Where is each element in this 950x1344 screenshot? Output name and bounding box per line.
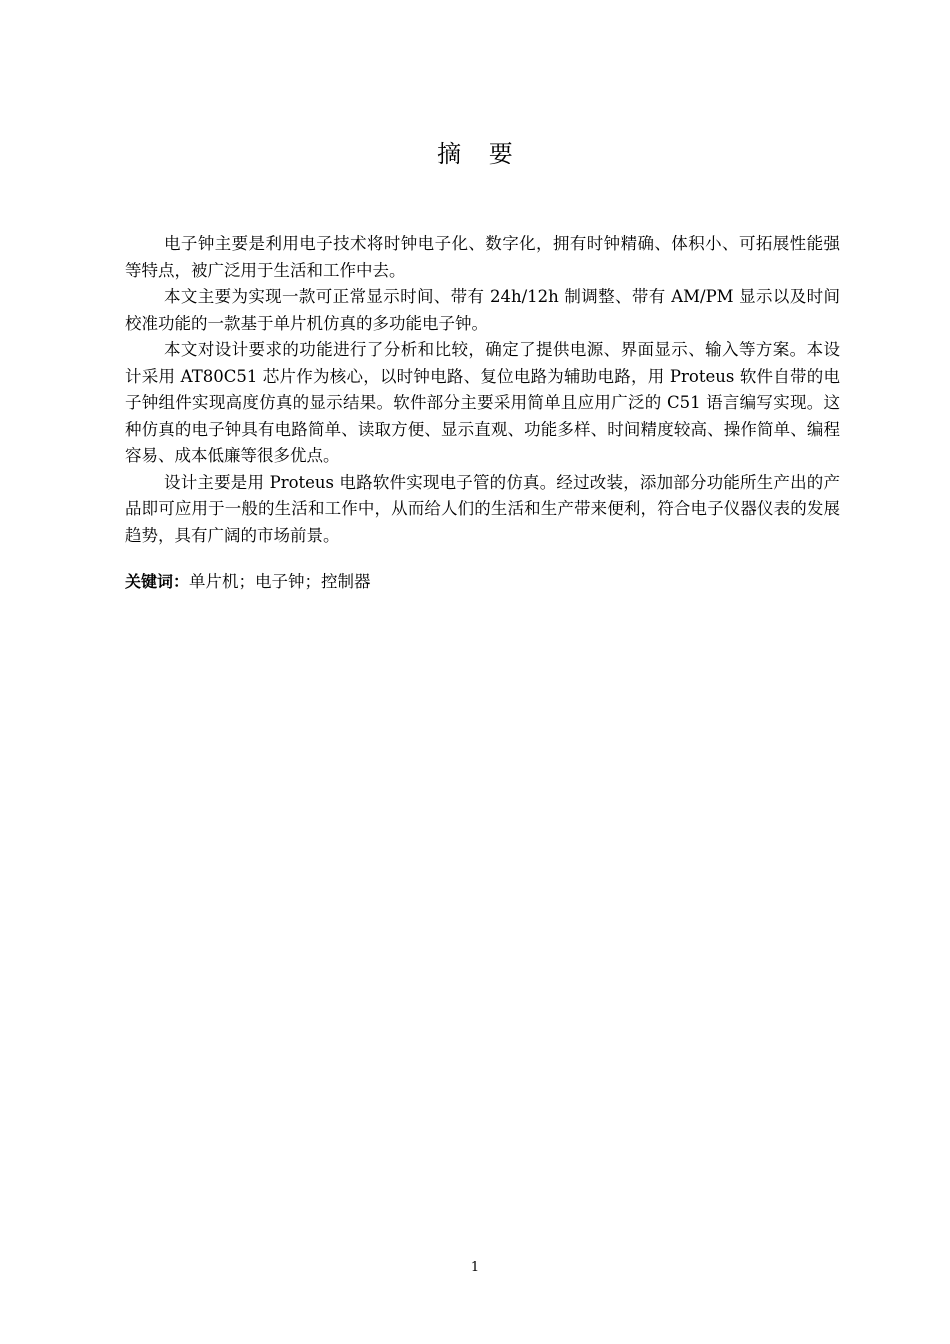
- abstract-title: 摘 要: [437, 140, 523, 168]
- abstract-paragraph-4: 设计主要是用 Proteus 电路软件实现电子管的仿真。经过改装，添加部分功能所生产出的产品即可应用于一般的生活和工作中，从而给人们的生活和生产带来便利，符合电子仪器仪表的发展趋势，具有广阔的市场前景。: [125, 472, 840, 545]
- page-number: 1: [470, 1260, 480, 1275]
- abstract-paragraph-1: 电子钟主要是利用电子技术将时钟电子化、数字化，拥有时钟精确、体积小、可拓展性能强等特点，被广泛用于生活和工作中去。: [125, 234, 840, 280]
- keywords-line: [125, 569, 840, 595]
- keywords-label: 关键词：: [125, 572, 190, 591]
- abstract-paragraph-2: 本文主要为实现一款可正常显示时间、带有 24h/12h 制调整、带有 AM/PM 显示以及时间校准功能的一款基于单片机仿真的多功能电子钟。: [125, 287, 840, 333]
- abstract-body: [125, 231, 840, 549]
- keywords-value: 单片机；电子钟；控制器: [189, 572, 371, 591]
- abstract-paragraph-3: 本文对设计要求的功能进行了分析和比较，确定了提供电源、界面显示、输入等方案。本设计采用 AT80C51 芯片作为核心，以时钟电路、复位电路为辅助电路，用 Proteus 软件自带的电子钟组件实现高度仿真的显示结果。软件部分主要采用简单且应用广泛的 C51 语言编写实现。这种仿真的电子钟具有电路简单、读取方便、显示直观、功能多样、时间精度较高、操作简单、编程容易、成本低廉等很多优点。: [125, 340, 840, 465]
